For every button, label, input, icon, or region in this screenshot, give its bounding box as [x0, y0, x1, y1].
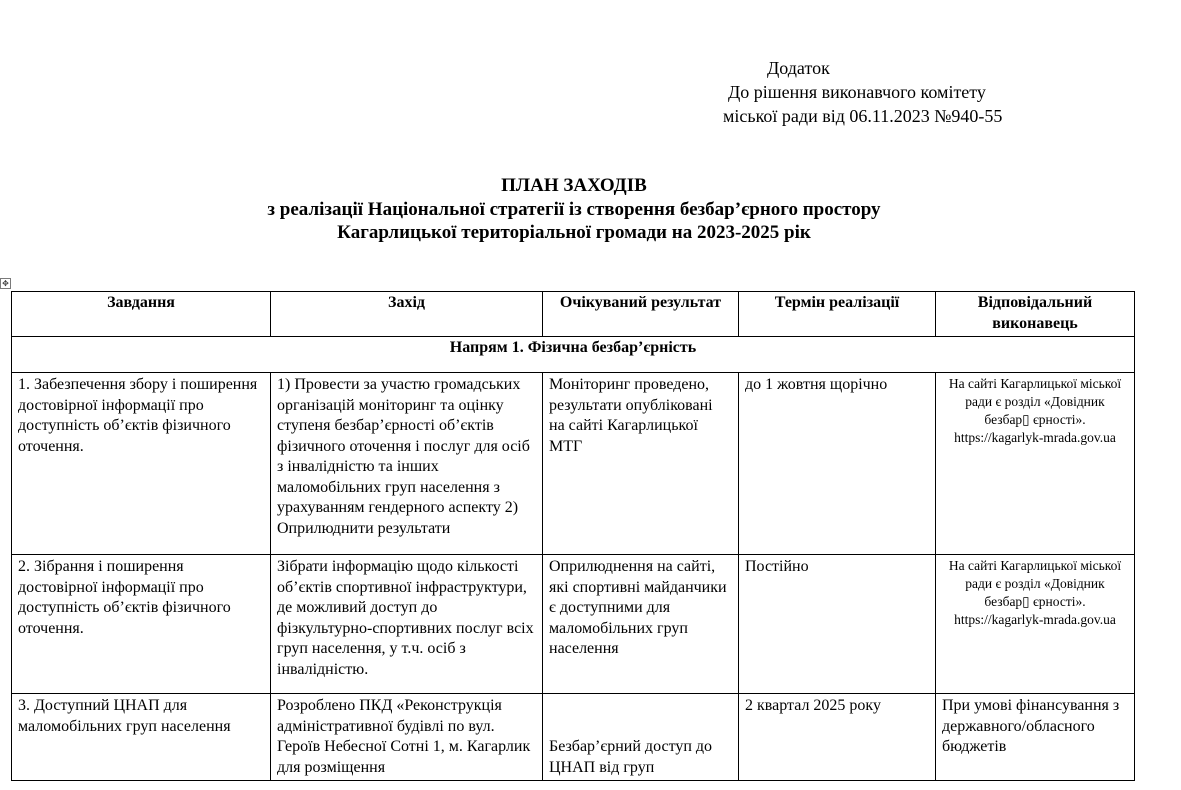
header-task: Завдання [12, 292, 271, 337]
row-term: до 1 жовтня щорічно [739, 373, 936, 555]
row-measure: 1) Провести за участю громадських організацій моніторинг та оцінку ступеня безбар’єрності об’єктів фізичного оточення і послуг для осіб з інвалідністю та інших маломобільних груп населення з урахуванням гендерного аспекту 2) Оприлюднити результати [271, 373, 543, 555]
document-subtitle-2: Кагарлицької територіальної громади на 2023-2025 рік [337, 222, 811, 243]
row-result-text: Безбар’єрний доступ до ЦНАП від груп [549, 738, 713, 776]
header-responsible: Відповідальний виконавець [936, 292, 1135, 337]
section-row [12, 337, 1135, 373]
table-header-row [12, 292, 1135, 337]
annex-decision: До рішення виконавчого комітету [728, 82, 986, 102]
row-responsible: При умові фінансування з державного/обласного бюджетів [936, 694, 1135, 781]
row-result: Моніторинг проведено, результати опубліковані на сайті Кагарлицької МТГ [543, 373, 739, 555]
row-term: 2 квартал 2025 року [739, 694, 936, 781]
row-measure: Розроблено ПКД «Реконструкція адміністративної будівлі по вул. Героїв Небесної Сотні 1, м. Кагарлик для розміщення [271, 694, 543, 781]
row-result [543, 694, 739, 781]
annex-date-number: міської ради від 06.11.2023 №940-55 [723, 106, 1003, 126]
section-title: Напрям 1. Фізична безбар’єрність [12, 337, 1135, 373]
row-result: Оприлюднення на сайті, які спортивні майданчики є доступними для маломобільних груп населення [543, 555, 739, 694]
table-row [12, 694, 1135, 781]
plan-table [11, 291, 1135, 781]
header-result: Очікуваний результат [543, 292, 739, 337]
row-task: 2. Зібрання і поширення достовірної інформації про доступність об’єктів фізичного оточення. [12, 555, 271, 694]
row-responsible: На сайті Кагарлицької міської ради є розділ «Довідник безбар▯ єрності». https://kagarlyk-mrada.gov.ua [936, 555, 1135, 694]
move-arrows-icon[interactable]: ✥ [0, 278, 11, 289]
row-responsible: На сайті Кагарлицької міської ради є розділ «Довідник безбар▯ єрності». https://kagarlyk-mrada.gov.ua [936, 373, 1135, 555]
document-title: ПЛАН ЗАХОДІВ [501, 175, 647, 196]
row-task: 3. Доступний ЦНАП для маломобільних груп населення [12, 694, 271, 781]
document-subtitle-1: з реалізації Національної стратегії із створення безбар’єрного простору [267, 199, 881, 220]
header-term: Термін реалізації [739, 292, 936, 337]
table-row [12, 555, 1135, 694]
row-term: Постійно [739, 555, 936, 694]
annex-label: Додаток [767, 58, 830, 78]
table-row [12, 373, 1135, 555]
row-measure: Зібрати інформацію щодо кількості об’єктів спортивної інфраструктури, де можливий доступ до фізкультурно-спортивних послуг всіх груп населення, у т.ч. осіб з інвалідністю. [271, 555, 543, 694]
row-task: 1. Забезпечення збору і поширення достовірної інформації про доступність об’єктів фізичного оточення. [12, 373, 271, 555]
header-measure: Захід [271, 292, 543, 337]
